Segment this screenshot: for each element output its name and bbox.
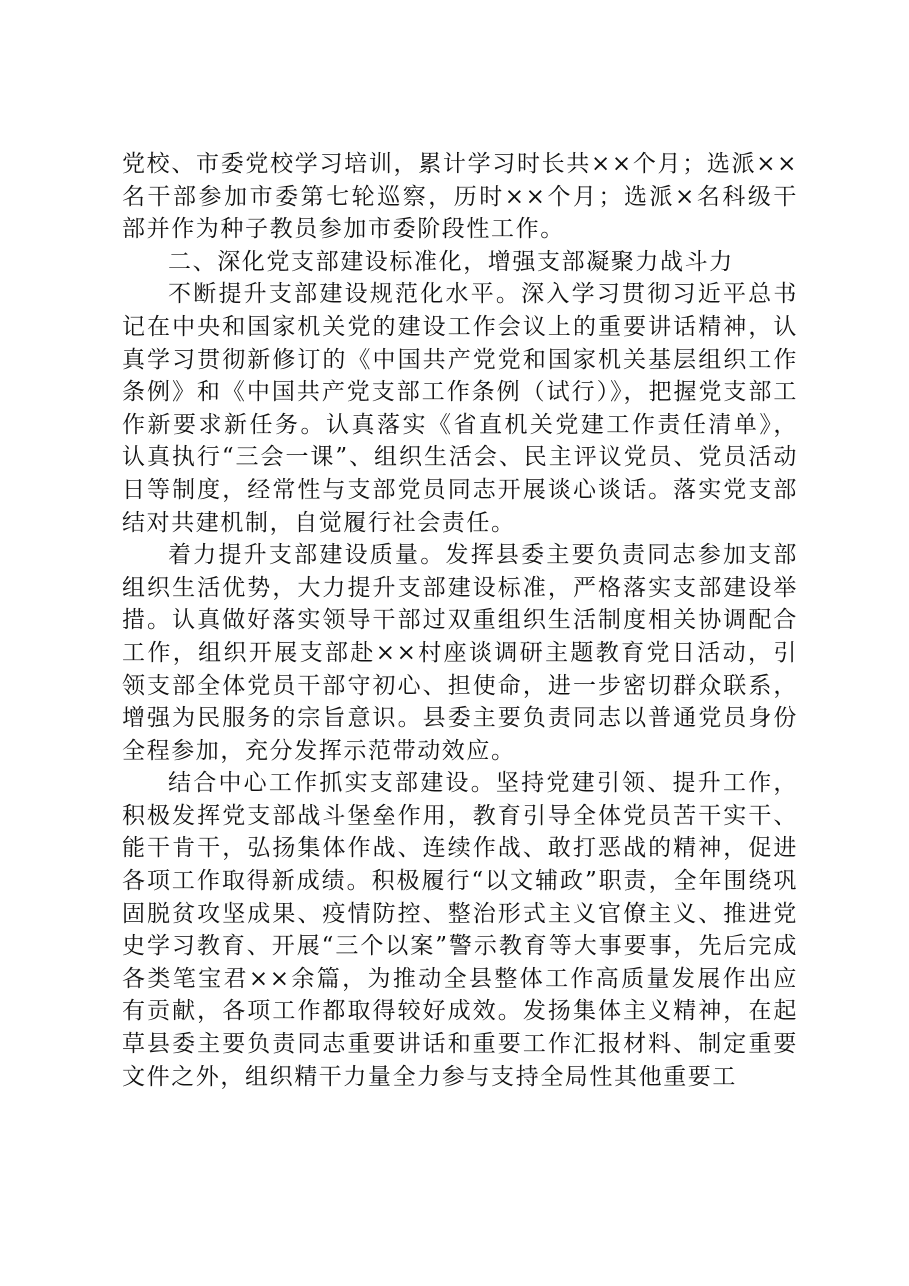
paragraph-quality: 着力提升支部建设质量。发挥县委主要负责同志参加支部组织生活优势，大力提升支部建设标准，严格落实支部建设举措。认真做好落实领导干部过双重组织生活制度相关协调配合工作，组织开展支部赴××村座谈调研主题教育党日活动，引领支部全体党员干部守初心、担使命，进一步密切群众联系，增强为民服务的宗旨意识。县委主要负责同志以普通党员身份全程参加，充分发挥示范带动效应。 xyxy=(122,542,798,764)
paragraph-central-work: 结合中心工作抓实支部建设。坚持党建引领、提升工作，积极发挥党支部战斗堡垒作用，教育引导全体党员苦干实干、能干肯干，弘扬集体作战、连续作战、敢打恶战的精神，促进各项工作取得新成绩。积极履行“以文辅政”职责，全年围绕巩固脱贫攻坚成果、疫情防控、整治形式主义官僚主义、推进党史学习教育、开展“三个以案”警示教育等大事要事，先后完成各类笔宝君××余篇，为推动全县整体工作高质量发展作出应有贡献，各项工作都取得较好成效。发扬集体主义精神，在起草县委主要负责同志重要讲话和重要工作汇报材料、制定重要文件之外，组织精干力量全力参与支持全局性其他重要工 xyxy=(122,770,798,1090)
paragraph-standardization: 不断提升支部建设规范化水平。深入学习贯彻习近平总书记在中央和国家机关党的建设工作会议上的重要讲话精神，认真学习贯彻新修订的《中国共产党党和国家机关基层组织工作条例》和《中国共产党支部工作条例（试行）》，把握党支部工作新要求新任务。认真落实《省直机关党建工作责任清单》，认真执行“三会一课”、组织生活会、民主评议党员、党员活动日等制度，经常性与支部党员同志开展谈心谈话。落实党支部结对共建机制，自觉履行社会责任。 xyxy=(122,281,798,536)
section-heading: 二、深化党支部建设标准化，增强支部凝聚力战斗力 xyxy=(168,248,734,275)
document-page xyxy=(122,148,798,1093)
paragraph-continuation: 党校、市委党校学习培训，累计学习时长共××个月；选派××名干部参加市委第七轮巡察，历时××个月；选派×名科级干部并作为种子教员参加市委阶段性工作。 xyxy=(122,151,798,243)
